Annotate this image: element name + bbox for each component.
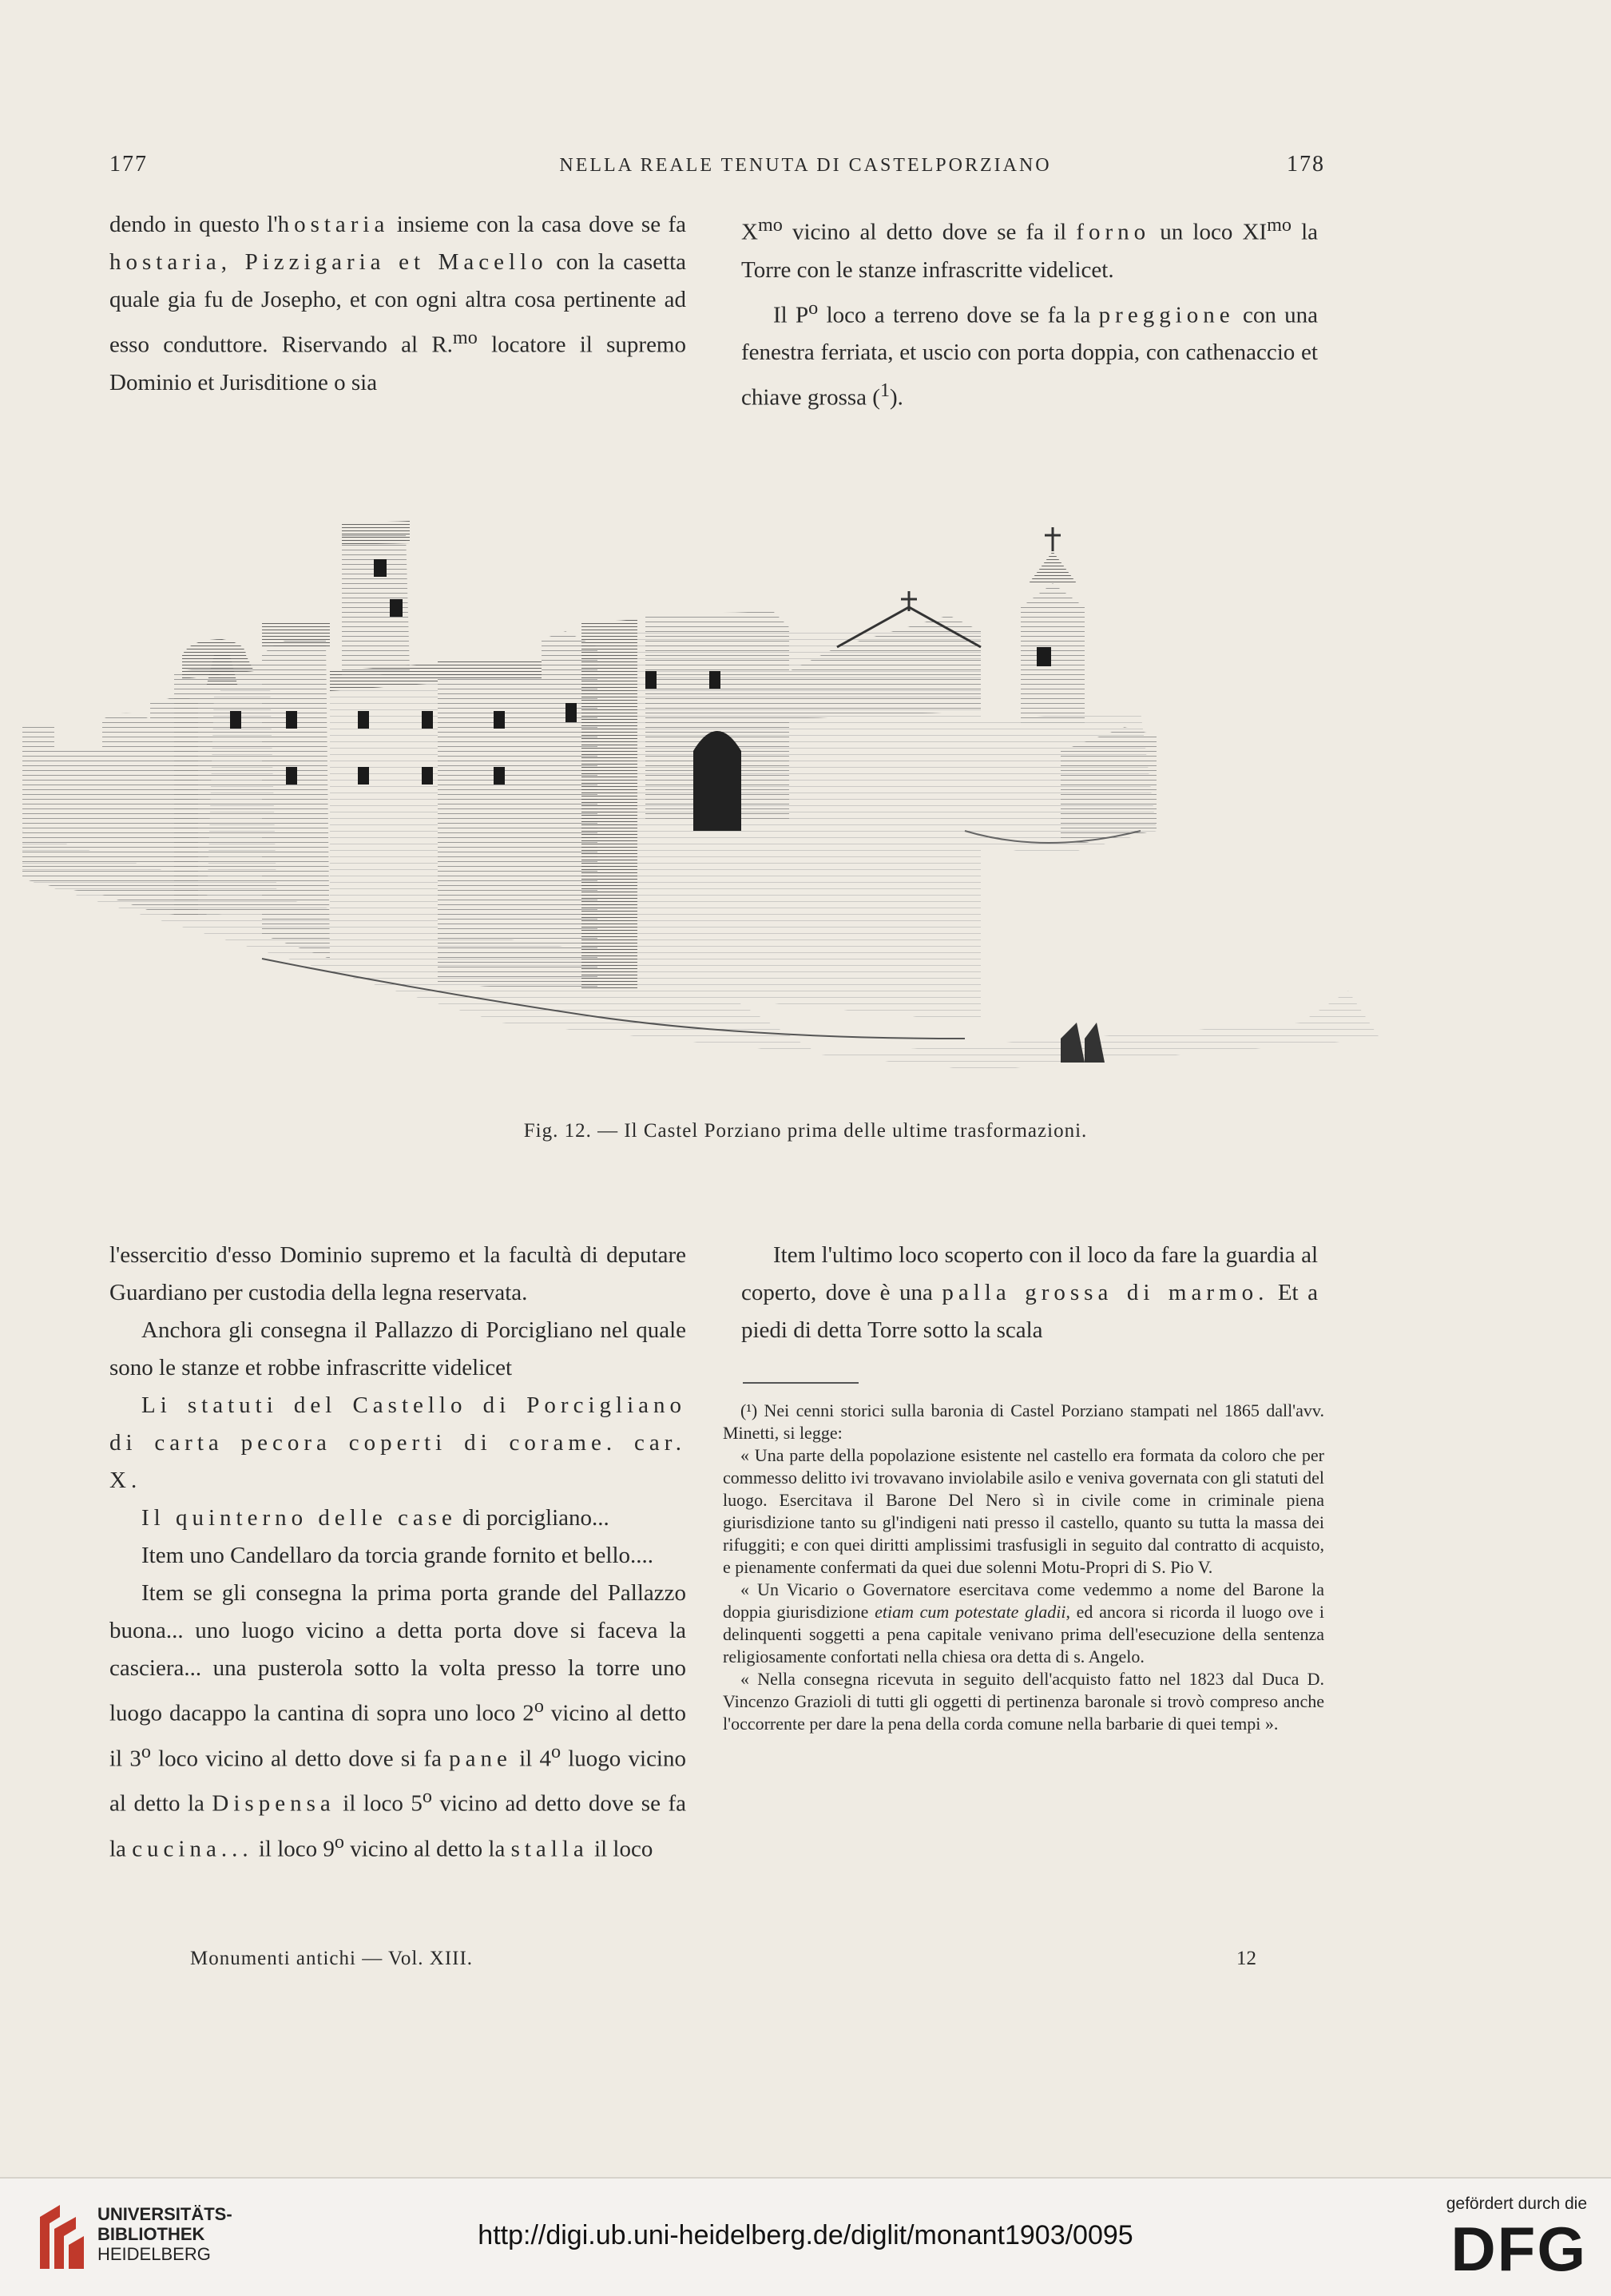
bottom-left-column — [109, 1237, 686, 1869]
text: X — [741, 219, 758, 245]
text: con la casetta quale gia fu de Josepho, et con ogni altra cosa pertinente ad esso conduttore. Riservando al R. — [109, 249, 686, 358]
superscript: o — [141, 1740, 151, 1762]
paragraph: l'essercitio d'esso Dominio supremo et la facultà di deputare Guardiano per custodia della legna reservata. — [109, 1242, 686, 1305]
footnote-paragraph: « Nella consegna ricevuta in seguito dell'acquisto fatto nel 1823 dal Duca D. Vincenzo Grazioli di tutti gli oggetti di pertinenza baronale si trovò compreso anche l'occorrente per dare la pena della corda comune nella barbarie di quei tempi ». — [723, 1669, 1324, 1734]
superscript: o — [808, 296, 819, 319]
text: loco vicino al detto dove si fa — [150, 1746, 450, 1772]
text: Item se gli consegna la prima porta grande del Pallazzo buona... uno luogo vicino a detta porta dove si faceva la casciera... una pusterola sotto la volta presso la torre uno luogo dacappo la cantina di sopra uno loco 2 — [109, 1580, 686, 1726]
footnote-ref: 1 — [879, 379, 891, 402]
paragraph: Item uno Candellaro da torcia grande fornito et bello.... — [141, 1543, 654, 1568]
text: insieme con la casa dove se fa — [389, 212, 686, 237]
footnote-paragraph: « Una parte della popolazione esistente nel castello era formata da coloro che per commesso delitto ivi trovavano inviolabile asilo e veniva governata con gli statuti del luogo. Esercitava il Barone Del Nero sì in civile come in criminale piena giurisdizione tanto su gl'indigeni nati presso il castello, quanto su tutta la massa dei rifuggiti; e con quei diritti amplissimi trasfusigli in seguito dal contratto di acquisto, e pienamente confermati da quei due solenni Motu-Propri di S. Pio V. — [723, 1445, 1324, 1577]
bottom-right-column — [741, 1237, 1318, 1349]
digitization-footer — [0, 2177, 1611, 2296]
dfg-logo: DFG — [1450, 2214, 1587, 2284]
text: Item l'ultimo loco scoperto con il loco da fare la guardia al coperto, dove è una — [741, 1242, 1318, 1305]
superscript: o — [422, 1786, 432, 1808]
text: luogo vicino al detto la — [109, 1746, 686, 1817]
journal-citation: Monumenti antichi — Vol. XIII. — [190, 1948, 474, 1969]
footnote — [723, 1400, 1324, 1735]
spaced-text: hostaria — [277, 212, 390, 237]
funder-block — [1419, 2195, 1587, 2284]
superscript: mo — [452, 327, 478, 348]
top-right-column — [741, 206, 1318, 417]
text: dendo in questo l' — [109, 212, 278, 237]
signature-number: 12 — [1236, 1948, 1256, 1969]
text: « Un Vicario o Governatore esercitava come vedemmo a nome del Barone la doppia giurisdizione — [723, 1579, 1324, 1622]
funded-by-label: gefördert durch die — [1446, 2195, 1587, 2213]
spaced-text: Dispensa — [212, 1790, 335, 1817]
paragraph — [109, 1500, 686, 1537]
text: , ed ancora si ricorda il luogo ove i delinquenti soggetti a pena capitale venivano prima dell'esecuzione della sentenza religiosamente confortati nella chiesa ora detta di s. Angelo. — [723, 1602, 1324, 1666]
paragraph — [109, 206, 686, 402]
paragraph: Anchora gli consegna il Pallazzo di Porcigliano nel quale sono le stanze et robbe infrascritte videlicet — [109, 1317, 686, 1380]
text: di porcigliano... — [456, 1505, 609, 1531]
text: vicino al detto dove se fa il — [782, 219, 1077, 245]
spaced-text: Il quinterno delle case — [141, 1505, 457, 1531]
text: la Torre con le stanze infrascritte videlicet. — [741, 219, 1319, 283]
text: il loco 9 — [252, 1836, 335, 1862]
superscript: mo — [1267, 214, 1292, 236]
paragraph — [741, 206, 1318, 289]
text: ). — [890, 384, 903, 411]
superscript: o — [334, 1830, 344, 1853]
library-name-line: UNIVERSITÄTS- — [97, 2204, 232, 2224]
text: un loco XI — [1150, 219, 1268, 245]
figure-caption: Fig. 12. — Il Castel Porziano prima delle ultime trasformazioni. — [523, 1120, 1088, 1142]
page-number-right: 178 — [1287, 152, 1325, 177]
text: il loco 5 — [335, 1790, 423, 1817]
text: locatore il supremo Dominio et Jurisditione o sia — [109, 332, 686, 395]
footnote-paragraph: (¹) Nei cenni storici sulla baronia di Castel Porziano stampati nel 1865 dall'avv. Minetti, si legge: — [723, 1400, 1324, 1443]
spaced-text: forno — [1076, 219, 1151, 245]
paragraph — [741, 289, 1318, 417]
running-head — [0, 152, 1611, 184]
footnote-paragraph — [723, 1579, 1324, 1668]
spaced-text: pane — [449, 1746, 512, 1772]
page-number-left: 177 — [109, 152, 148, 177]
paragraph: Li statuti del Castello di Porcigliano di carta pecora coperti di corame. car. X. — [109, 1392, 686, 1493]
text: loco a terreno dove se fa la — [818, 302, 1099, 328]
footnote-rule — [743, 1382, 859, 1384]
text: il loco — [588, 1836, 653, 1862]
spaced-text: stalla — [510, 1836, 589, 1862]
permalink-url[interactable]: http://digi.ub.uni-heidelberg.de/diglit/monant1903/0095 — [478, 2220, 1133, 2250]
text: Il P — [773, 302, 809, 328]
spaced-text: hostaria, Pizzigaria et Macello — [109, 249, 548, 275]
italic-text: etiam cum potestate gladii — [875, 1602, 1066, 1622]
spaced-text: palla grossa di marmo. — [942, 1280, 1269, 1305]
spaced-text: cucina... — [132, 1836, 253, 1862]
text: vicino al detto la — [343, 1836, 511, 1862]
text: vicino ad detto dove se fa la — [109, 1790, 687, 1862]
text: il 4 — [511, 1746, 551, 1772]
castle-engraving — [22, 511, 1380, 1094]
spaced-text: preggione — [1098, 302, 1235, 328]
superscript: o — [534, 1695, 544, 1717]
text: con una fenestra ferriata, et uscio con porta doppia, con cathenaccio et chiave grossa ( — [741, 302, 1319, 411]
library-name-line: BIBLIOTHEK — [97, 2224, 205, 2244]
superscript: o — [550, 1740, 561, 1762]
library-name-line: HEIDELBERG — [97, 2244, 211, 2264]
top-left-column — [109, 206, 686, 402]
running-title: NELLA REALE TENUTA DI CASTELPORZIANO — [559, 155, 1052, 176]
text: Et a piedi di detta Torre sotto la scala — [741, 1280, 1318, 1343]
paragraph — [741, 1237, 1318, 1349]
superscript: mo — [757, 214, 783, 236]
paragraph — [109, 1575, 686, 1869]
text: vicino al detto il 3 — [109, 1700, 686, 1772]
